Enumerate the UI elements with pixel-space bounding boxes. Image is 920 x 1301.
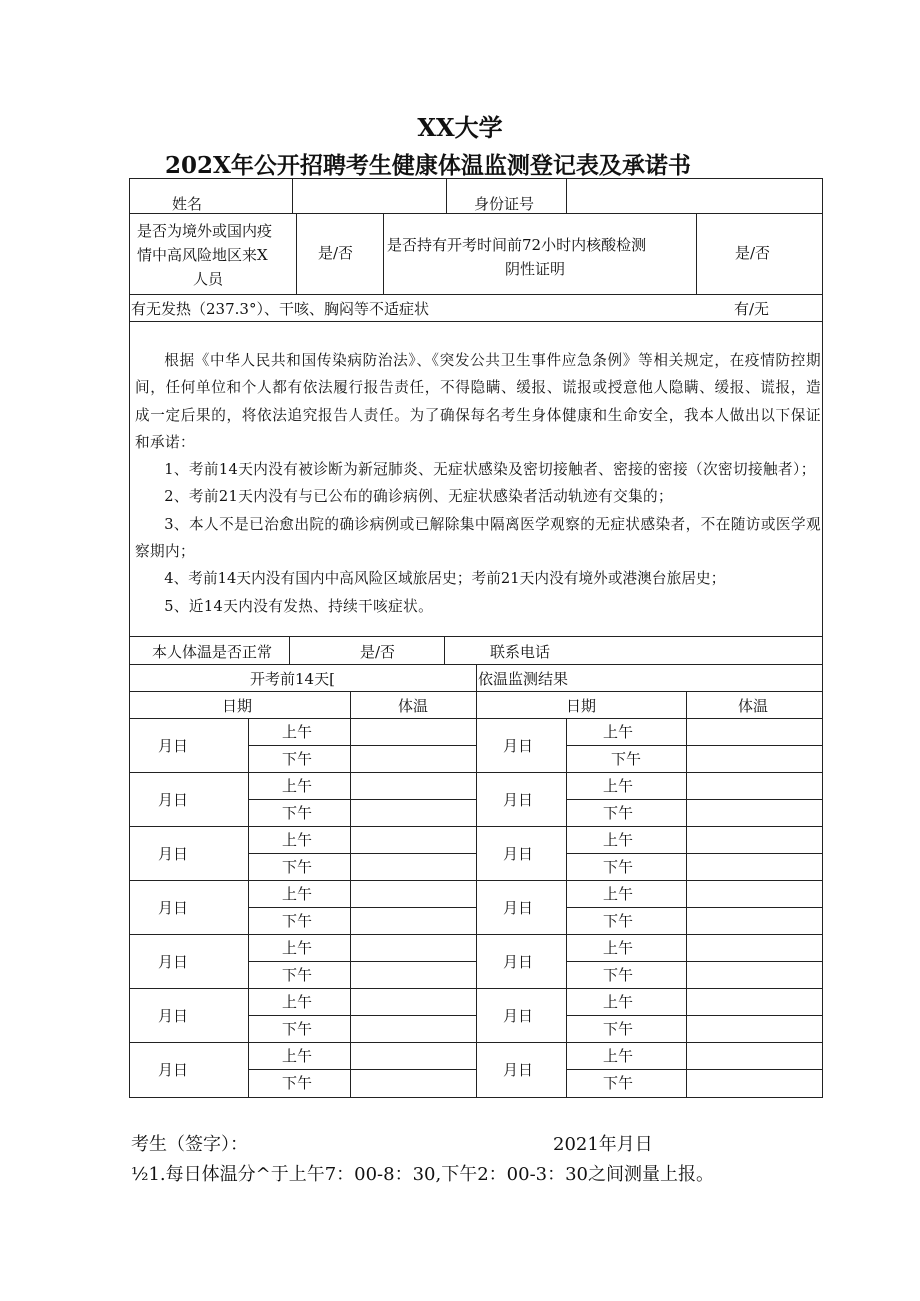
am-label-right: 上午 <box>603 723 634 741</box>
pm-label-right: 下午 <box>603 804 634 822</box>
pm-label-right: 下午 <box>603 1020 634 1038</box>
declaration-item-5: 5、近14天内没有发热、持续干咳症状。 <box>164 597 434 615</box>
am-label-right: 上午 <box>603 939 634 957</box>
day-date-left[interactable]: 月日 <box>158 845 189 863</box>
date-header-left: 日期 <box>222 697 253 715</box>
sign-date: 2021年月日 <box>553 1134 653 1155</box>
am-label-right: 上午 <box>603 777 634 795</box>
day-date-right[interactable]: 月日 <box>503 899 534 917</box>
pm-label-right: 下午 <box>603 912 634 930</box>
declaration-intro: 根据《中华人民共和国传染病防治法》、《突发公共卫生事件应急条例》等相关规定，在疫情防控期间，任何单位和个人都有依法履行报告责任，不得隐瞒、缓报、谎报或授意他人隐瞒、缓报、谎报，造成一定后果的，将依法追究报告人责任。为了确保每名考生身体健康和生命安全，我本人做出以下保证和承诺： <box>135 352 821 451</box>
temp-pm-field-right[interactable] <box>688 1017 820 1040</box>
phone-field[interactable] <box>580 638 820 662</box>
am-label-right: 上午 <box>603 885 634 903</box>
date-header-right: 日期 <box>566 697 597 715</box>
name-label: 姓名 <box>172 195 203 213</box>
day-date-left[interactable]: 月日 <box>158 1061 189 1079</box>
id-number-field[interactable] <box>568 180 821 211</box>
temp-pm-field-left[interactable] <box>352 801 474 824</box>
pm-label-left: 下午 <box>282 966 313 984</box>
temp-am-field-right[interactable] <box>688 774 820 797</box>
am-label-right: 上午 <box>603 831 634 849</box>
temp-pm-field-right[interactable] <box>688 963 820 986</box>
temp-pm-field-right[interactable] <box>688 855 820 878</box>
am-label-left: 上午 <box>282 831 313 849</box>
am-label-left: 上午 <box>282 939 313 957</box>
signature-label: 考生（签字）： <box>131 1134 248 1155</box>
temp-header-right: 体温 <box>738 697 769 715</box>
day-date-right[interactable]: 月日 <box>503 953 534 971</box>
pm-label-right: 下午 <box>603 1074 634 1092</box>
temp-am-field-left[interactable] <box>352 720 474 743</box>
form-title: 202X年公开招聘考生健康体温监测登记表及承诺书 <box>165 152 691 179</box>
declaration-item-1: 1、考前14天内没有被诊断为新冠肺炎、无症状感染及密切接触者、密接的密接（次密切接触者）； <box>164 461 816 479</box>
pm-label-left: 下午 <box>282 750 313 768</box>
symptom-label: 有无发热（237.3°）、干咳、胸闷等不适症状 <box>131 300 429 318</box>
am-label-left: 上午 <box>282 1047 313 1065</box>
temp-am-field-left[interactable] <box>352 882 474 905</box>
temp-pm-field-left[interactable] <box>352 855 474 878</box>
pm-label-left: 下午 <box>282 804 313 822</box>
temp-am-field-left[interactable] <box>352 828 474 851</box>
pm-label-right: 下午 <box>611 750 642 768</box>
id-number-label: 身份证号 <box>474 195 535 213</box>
temp-pm-field-left[interactable] <box>352 1017 474 1040</box>
temp-am-field-right[interactable] <box>688 720 820 743</box>
day-date-right[interactable]: 月日 <box>503 1007 534 1025</box>
temp-pm-field-right[interactable] <box>688 1071 820 1094</box>
day-date-left[interactable]: 月日 <box>158 791 189 809</box>
risk-area-answer[interactable]: 是/否 <box>318 244 354 262</box>
day-date-right[interactable]: 月日 <box>503 1061 534 1079</box>
temp-pm-field-left[interactable] <box>352 963 474 986</box>
footnote: ½1.每日体温分^于上午7：00-8：30,下午2：00-3：30之间测量上报。 <box>131 1164 715 1185</box>
temp-pm-field-left[interactable] <box>352 1071 474 1094</box>
symptom-answer[interactable]: 有/无 <box>734 300 770 318</box>
day-date-left[interactable]: 月日 <box>158 953 189 971</box>
temp-header-left: 体温 <box>398 697 429 715</box>
name-field[interactable] <box>294 180 444 211</box>
am-label-left: 上午 <box>282 723 313 741</box>
day-date-left[interactable]: 月日 <box>158 1007 189 1025</box>
temp-pm-field-right[interactable] <box>688 909 820 932</box>
temp-pm-field-right[interactable] <box>688 747 820 770</box>
temp-pm-field-right[interactable] <box>688 801 820 824</box>
day-date-left[interactable]: 月日 <box>158 737 189 755</box>
pm-label-left: 下午 <box>282 1074 313 1092</box>
monitor-caption-right: 依温监测结果 <box>478 670 569 688</box>
temp-pm-field-left[interactable] <box>352 747 474 770</box>
temp-am-field-right[interactable] <box>688 936 820 959</box>
declaration-item-4: 4、考前14天内没有国内中高风险区域旅居史；考前21天内没有境外或港澳台旅居史； <box>164 570 726 588</box>
day-date-right[interactable]: 月日 <box>503 737 534 755</box>
temp-am-field-right[interactable] <box>688 828 820 851</box>
temp-am-field-left[interactable] <box>352 774 474 797</box>
temp-am-field-left[interactable] <box>352 990 474 1013</box>
nucleic-test-label: 是否持有开考时间前72小时内核酸检测 阴性证明 <box>387 236 647 278</box>
university-title: XX大学 <box>417 113 503 142</box>
pm-label-left: 下午 <box>282 1020 313 1038</box>
am-label-left: 上午 <box>282 993 313 1011</box>
am-label-left: 上午 <box>282 777 313 795</box>
temp-am-field-left[interactable] <box>352 1044 474 1067</box>
pm-label-right: 下午 <box>603 858 634 876</box>
am-label-right: 上午 <box>603 993 634 1011</box>
temp-pm-field-left[interactable] <box>352 909 474 932</box>
pm-label-left: 下午 <box>282 858 313 876</box>
phone-label: 联系电话 <box>490 643 551 661</box>
declaration-item-3: 3、本人不是已治愈出院的确诊病例或已解除集中隔离医学观察的无症状感染者，不在随访或医学观察期内； <box>135 515 821 561</box>
temperature-normal-label: 本人体温是否正常 <box>152 643 273 661</box>
temperature-normal-answer[interactable]: 是/否 <box>360 643 396 661</box>
monitor-caption-left: 开考前14天[ <box>250 670 335 688</box>
nucleic-test-answer[interactable]: 是/否 <box>735 244 771 262</box>
day-date-left[interactable]: 月日 <box>158 899 189 917</box>
am-label-right: 上午 <box>603 1047 634 1065</box>
declaration-item-2: 2、考前21天内没有与已公布的确诊病例、无症状感染者活动轨迹有交集的； <box>164 488 674 506</box>
pm-label-left: 下午 <box>282 912 313 930</box>
temp-am-field-right[interactable] <box>688 882 820 905</box>
declaration-text <box>135 347 821 620</box>
am-label-left: 上午 <box>282 885 313 903</box>
day-date-right[interactable]: 月日 <box>503 791 534 809</box>
temp-am-field-right[interactable] <box>688 1044 820 1067</box>
risk-area-label: 是否为境外或国内疫 情中高风险地区来X 人员 <box>137 222 273 288</box>
temp-am-field-left[interactable] <box>352 936 474 959</box>
day-date-right[interactable]: 月日 <box>503 845 534 863</box>
temp-am-field-right[interactable] <box>688 990 820 1013</box>
pm-label-right: 下午 <box>603 966 634 984</box>
